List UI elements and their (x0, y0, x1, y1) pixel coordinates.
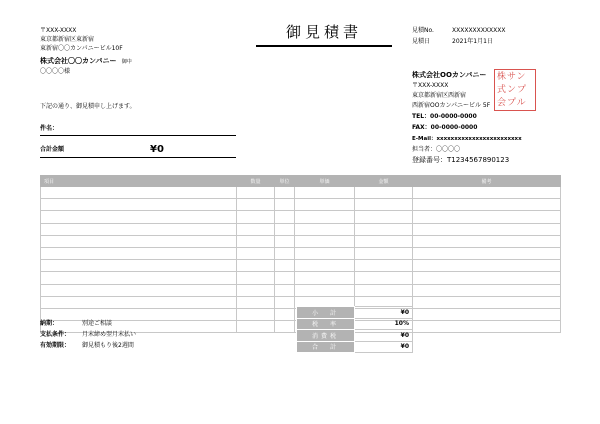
table-cell (275, 235, 295, 247)
table-row (41, 235, 561, 247)
client-address2: 東新宿〇〇カンパニービル10F (40, 45, 123, 52)
total-amount: ¥0 (150, 144, 164, 155)
grand-total-label: 合 計 (297, 341, 355, 353)
issuer-registration: 登録番号：T1234567890123 (412, 156, 510, 164)
table-cell (355, 235, 413, 247)
issuer-address1: 東京都新宿区西新宿 (412, 92, 467, 99)
table-cell (275, 308, 295, 320)
quote-number-value: XXXXXXXXXXXXX (452, 27, 506, 34)
table-cell (237, 284, 275, 296)
title-underline (256, 45, 392, 47)
table-cell (275, 260, 295, 272)
intro-text: 下記の通り、御見積申し上げます。 (40, 103, 136, 110)
table-cell (355, 211, 413, 223)
table-row (41, 187, 561, 199)
table-cell (295, 223, 355, 235)
total-underline (40, 157, 236, 158)
table-cell (413, 296, 561, 308)
table-cell (41, 187, 237, 199)
tax-rate-label: 税 率 (297, 318, 355, 330)
table-cell (275, 296, 295, 308)
table-cell (413, 211, 561, 223)
table-cell (295, 235, 355, 247)
grand-total-value: ¥0 (355, 341, 413, 353)
table-cell (413, 187, 561, 199)
issuer-company: 株式会社OOカンパニー (412, 71, 487, 79)
items-table-header (41, 176, 561, 187)
table-row (41, 223, 561, 235)
seal-line: 会プル (497, 98, 527, 108)
table-cell (355, 284, 413, 296)
table-cell (413, 247, 561, 259)
issuer-person: 担当者：〇〇〇〇 (412, 146, 461, 153)
table-cell (295, 260, 355, 272)
quote-number-label: 見積No. (412, 27, 434, 34)
table-cell (41, 199, 237, 211)
table-cell (275, 284, 295, 296)
table-row (41, 211, 561, 223)
table-cell (295, 272, 355, 284)
table-cell (295, 199, 355, 211)
table-cell (41, 260, 237, 272)
table-row (41, 260, 561, 272)
issuer-fax: FAX：00-0000-0000 (412, 124, 478, 131)
client-company-line (40, 56, 132, 67)
table-cell (413, 260, 561, 272)
table-cell (41, 284, 237, 296)
client-postal: 〒XXX-XXXX (40, 27, 77, 34)
table-row (41, 284, 561, 296)
table-cell (41, 308, 237, 320)
summary-row-total (297, 341, 413, 353)
seal-line: 株サン (497, 72, 527, 82)
table-cell (413, 199, 561, 211)
client-person: 〇〇〇〇様 (40, 68, 71, 75)
validity-label: 有効期限： (40, 342, 71, 349)
table-row (41, 247, 561, 259)
table-cell (237, 260, 275, 272)
tax-label: 消費税 (297, 330, 355, 342)
subtotal-label: 小 計 (297, 307, 355, 319)
col-header-item: 項目 (41, 176, 237, 187)
table-cell (41, 235, 237, 247)
summary-row-subtotal (297, 307, 413, 319)
document-title: 御見積書 (285, 23, 362, 41)
table-cell (295, 284, 355, 296)
table-cell (237, 199, 275, 211)
table-cell (275, 223, 295, 235)
seal-line: 式ンプ (497, 85, 528, 95)
table-cell (275, 321, 295, 333)
table-cell (413, 272, 561, 284)
quote-date-value: 2021年1月1日 (452, 38, 493, 45)
table-cell (355, 223, 413, 235)
table-cell (41, 211, 237, 223)
summary-row-tax (297, 330, 413, 342)
table-cell (41, 247, 237, 259)
table-cell (295, 247, 355, 259)
col-header-unit-price: 単価 (295, 176, 355, 187)
tax-rate-value: 10% (355, 318, 413, 330)
table-cell (355, 260, 413, 272)
subject-label: 件名： (40, 125, 59, 132)
table-cell (237, 247, 275, 259)
table-cell (275, 211, 295, 223)
summary-row-tax-rate (297, 318, 413, 330)
issuer-tel: TEL：00-0000-0000 (412, 113, 477, 120)
table-cell (355, 247, 413, 259)
table-cell (41, 272, 237, 284)
total-label: 合計金額 (40, 146, 65, 153)
table-cell (237, 235, 275, 247)
col-header-unit: 単位 (275, 176, 295, 187)
table-row (41, 199, 561, 211)
subject-underline (40, 135, 236, 136)
table-cell (275, 272, 295, 284)
table-cell (237, 223, 275, 235)
tax-value: ¥0 (355, 330, 413, 342)
table-cell (237, 187, 275, 199)
validity-value: 御見積もり後2週間 (82, 342, 134, 349)
table-cell (355, 199, 413, 211)
table-cell (413, 284, 561, 296)
client-company: 株式会社〇〇カンパニー (40, 57, 117, 65)
table-row (41, 272, 561, 284)
col-header-remarks: 備考 (413, 176, 561, 187)
table-cell (413, 321, 561, 333)
issuer-email: E-Mail：xxxxxxxxxxxxxxxxxxxxxxxx (412, 136, 522, 142)
delivery-value: 別途ご相談 (82, 320, 113, 327)
table-cell (295, 187, 355, 199)
table-cell (355, 272, 413, 284)
table-cell (237, 296, 275, 308)
subtotal-value: ¥0 (355, 307, 413, 319)
table-cell (413, 235, 561, 247)
table-cell (355, 187, 413, 199)
issuer-postal: 〒XXX-XXXX (412, 82, 449, 89)
issuer-address2: 西新宿OOカンパニービル 5F (412, 102, 491, 109)
table-cell (237, 308, 275, 320)
table-cell (295, 211, 355, 223)
table-cell (413, 308, 561, 320)
col-header-amount: 金額 (355, 176, 413, 187)
payment-terms-value: 月末締め翌月末払い (82, 331, 137, 338)
table-cell (275, 247, 295, 259)
company-seal (494, 69, 536, 111)
table-cell (41, 223, 237, 235)
client-company-suffix: 御中 (121, 59, 132, 65)
table-cell (275, 199, 295, 211)
delivery-label: 納期： (40, 320, 59, 327)
table-cell (237, 272, 275, 284)
payment-terms-label: 支払条件： (40, 331, 71, 338)
quote-date-label: 見積日 (412, 38, 431, 45)
summary-table (296, 306, 413, 353)
client-address1: 東京都新宿区東新宿 (40, 36, 95, 43)
table-cell (237, 321, 275, 333)
table-cell (41, 296, 237, 308)
table-cell (237, 211, 275, 223)
table-cell (275, 187, 295, 199)
table-cell (413, 223, 561, 235)
col-header-quantity: 数量 (237, 176, 275, 187)
